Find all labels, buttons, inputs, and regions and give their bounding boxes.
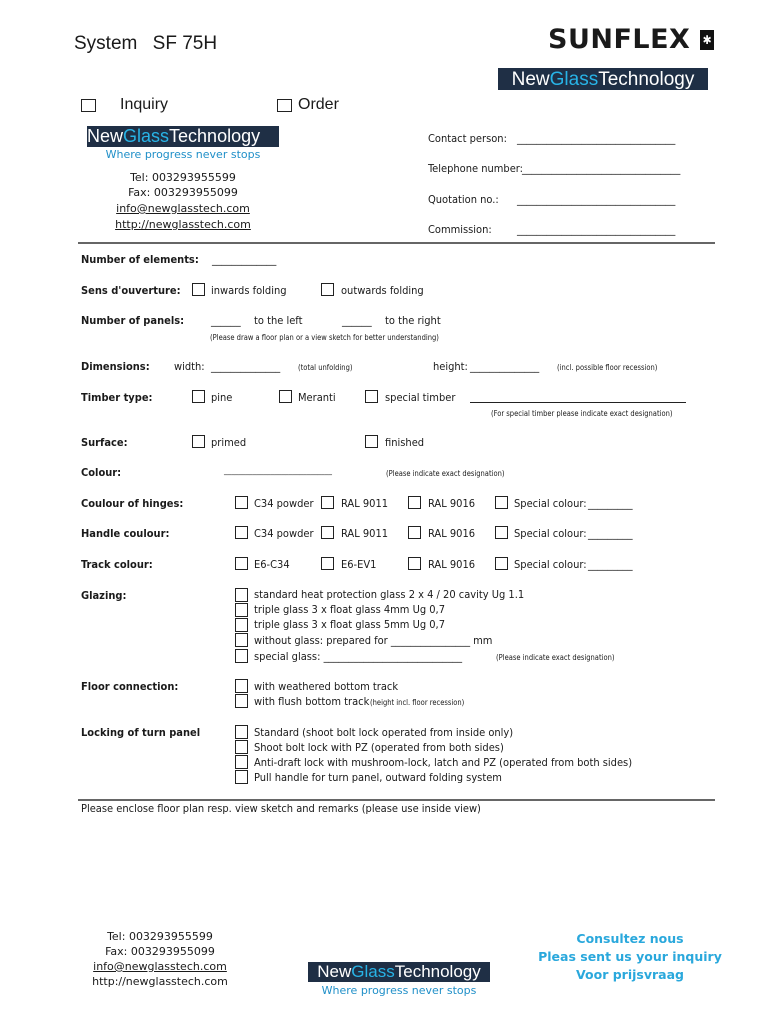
sunflex-logo: SUNFLEX — [548, 24, 691, 55]
glazing-option-label: standard heat protection glass 2 x 4 / 20 cavity Ug 1.1 — [254, 588, 525, 601]
special-timber-label: special timber — [385, 391, 456, 404]
company-email-link[interactable]: info@newglasstech.com — [116, 202, 250, 215]
contact-person-label: Contact person: — [428, 132, 507, 145]
footer-inquiry: Pleas sent us your inquiry — [538, 949, 722, 964]
finished-label: finished — [385, 436, 425, 449]
handle-ral9011-checkbox[interactable] — [321, 526, 334, 539]
outwards-label: outwards folding — [341, 284, 424, 297]
meranti-label: Meranti — [298, 391, 336, 404]
dimensions-label: Dimensions: — [81, 360, 150, 373]
locking-label: Locking of turn panel — [81, 726, 201, 739]
hinges-ral9016-checkbox[interactable] — [408, 496, 421, 509]
glazing-option-label: special glass: ____________________________ — [254, 650, 463, 663]
telephone-field[interactable]: ________________________________ — [522, 162, 681, 175]
footer-consult: Consultez nous — [576, 931, 684, 946]
hinges-c34-label: C34 powder — [254, 497, 314, 510]
colour-note: (Please indicate exact designation) — [386, 469, 505, 478]
handle-special-field[interactable]: _________ — [588, 527, 633, 540]
finished-checkbox[interactable] — [365, 435, 378, 448]
ngt-logo-company: NewGlassTechnology — [87, 126, 279, 147]
handle-ral9011-label: RAL 9011 — [341, 527, 389, 540]
locking-option-label: Anti-draft lock with mushroom-lock, latch and PZ (operated from both sides) — [254, 756, 633, 769]
panels-left-field[interactable]: ______ — [211, 314, 241, 327]
height-label: height: — [433, 360, 468, 373]
locking-option-label: Pull handle for turn panel, outward folding system — [254, 771, 502, 784]
inquiry-label: Inquiry — [120, 96, 169, 113]
handle-label: Handle coulour: — [81, 527, 170, 540]
floor-note: (height incl. floor recession) — [370, 698, 465, 707]
outwards-checkbox[interactable] — [321, 283, 334, 296]
primed-checkbox[interactable] — [192, 435, 205, 448]
order-label: Order — [298, 96, 339, 113]
glazing-option-checkbox[interactable] — [235, 603, 248, 617]
glazing-label: Glazing: — [81, 589, 127, 602]
locking-option-checkbox[interactable] — [235, 755, 248, 769]
footer-fax: Fax: 003293955099 — [105, 945, 215, 958]
hinges-special-checkbox[interactable] — [495, 496, 508, 509]
hinges-c34-checkbox[interactable] — [235, 496, 248, 509]
timber-label: Timber type: — [81, 391, 153, 404]
elements-field[interactable]: _____________ — [212, 253, 277, 266]
inwards-checkbox[interactable] — [192, 283, 205, 296]
company-tagline: Where progress never stops — [105, 148, 261, 161]
locking-option-label: Shoot bolt lock with PZ (operated from both sides) — [254, 741, 504, 754]
contact-person-field[interactable]: ________________________________ — [517, 132, 676, 145]
quotation-field[interactable]: ________________________________ — [517, 193, 676, 206]
width-field[interactable]: ______________ — [211, 360, 281, 373]
track-special-field[interactable]: _________ — [588, 558, 633, 571]
track-label: Track colour: — [81, 558, 153, 571]
track-e6ev1-checkbox[interactable] — [321, 557, 334, 570]
track-special-label: Special colour: — [514, 558, 587, 571]
floor-weathered-checkbox[interactable] — [235, 679, 248, 693]
primed-label: primed — [211, 436, 247, 449]
hinges-ral9011-checkbox[interactable] — [321, 496, 334, 509]
divider-top — [78, 242, 715, 244]
company-web-link[interactable]: http://newglasstech.com — [115, 218, 251, 231]
handle-ral9016-checkbox[interactable] — [408, 526, 421, 539]
sunflex-mark-icon: ✱ — [700, 30, 714, 50]
locking-option-checkbox[interactable] — [235, 770, 248, 784]
floor-flush-label: with flush bottom track — [254, 695, 370, 708]
commission-field[interactable]: ________________________________ — [517, 223, 676, 236]
floor-label: Floor connection: — [81, 680, 179, 693]
glazing-option-checkbox[interactable] — [235, 588, 248, 602]
panels-right-field[interactable]: ______ — [342, 314, 372, 327]
hinges-ral9011-label: RAL 9011 — [341, 497, 389, 510]
panels-left-label: to the left — [254, 314, 303, 327]
opening-label: Sens d'ouverture: — [81, 284, 181, 297]
telephone-label: Telephone number: — [428, 162, 523, 175]
panels-right-label: to the right — [385, 314, 441, 327]
width-label: width: — [174, 360, 205, 373]
timber-note: (For special timber please indicate exact designation) — [491, 409, 673, 418]
ngt-logo-top: NewGlassTechnology — [498, 68, 708, 90]
special-timber-checkbox[interactable] — [365, 390, 378, 403]
colour-label: Colour: — [81, 466, 122, 479]
track-e6c34-checkbox[interactable] — [235, 557, 248, 570]
handle-c34-checkbox[interactable] — [235, 526, 248, 539]
elements-label: Number of elements: — [81, 253, 199, 266]
floor-weathered-label: with weathered bottom track — [254, 680, 399, 693]
track-special-checkbox[interactable] — [495, 557, 508, 570]
footer-email-link[interactable]: info@newglasstech.com — [93, 960, 227, 973]
panels-note: (Please draw a floor plan or a view sketch for better understanding) — [210, 333, 439, 342]
track-ral9016-label: RAL 9016 — [428, 558, 476, 571]
glazing-option-checkbox[interactable] — [235, 633, 248, 647]
height-note: (incl. possible floor recession) — [557, 363, 658, 372]
hinges-special-field[interactable]: _________ — [588, 497, 633, 510]
handle-ral9016-label: RAL 9016 — [428, 527, 476, 540]
handle-c34-label: C34 powder — [254, 527, 314, 540]
locking-option-checkbox[interactable] — [235, 740, 248, 754]
inwards-label: inwards folding — [211, 284, 287, 297]
footer-prijsvraag: Voor prijsvraag — [576, 967, 684, 982]
glazing-option-checkbox[interactable] — [235, 649, 248, 663]
floor-flush-checkbox[interactable] — [235, 694, 248, 708]
panels-label: Number of panels: — [81, 314, 185, 327]
system-label: System — [74, 33, 138, 54]
colour-field[interactable]: ______________________________ — [224, 466, 332, 475]
surface-label: Surface: — [81, 436, 128, 449]
footer-web-link[interactable]: http://newglasstech.com — [92, 975, 228, 988]
hinges-ral9016-label: RAL 9016 — [428, 497, 476, 510]
company-tel: Tel: 003293955599 — [130, 171, 236, 184]
height-field[interactable]: ______________ — [470, 360, 540, 373]
pine-label: pine — [211, 391, 233, 404]
meranti-checkbox[interactable] — [279, 390, 292, 403]
pine-checkbox[interactable] — [192, 390, 205, 403]
enclose-note: Please enclose floor plan resp. view sketch and remarks (please use inside view) — [81, 802, 481, 815]
track-ral9016-checkbox[interactable] — [408, 557, 421, 570]
glazing-option-checkbox[interactable] — [235, 618, 248, 632]
ngt-logo-footer: NewGlassTechnology — [308, 962, 490, 982]
glazing-option-label: without glass: prepared for ________________ mm — [254, 634, 493, 647]
width-note: (total unfolding) — [298, 363, 353, 372]
glazing-option-label: triple glass 3 x float glass 4mm Ug 0,7 — [254, 603, 445, 616]
locking-option-checkbox[interactable] — [235, 725, 248, 739]
hinges-special-label: Special colour: — [514, 497, 587, 510]
glazing-note: (Please indicate exact designation) — [496, 653, 615, 662]
footer-tagline: Where progress never stops — [321, 984, 477, 997]
system-model: SF 75H — [152, 33, 218, 54]
divider-bottom — [78, 799, 715, 801]
hinges-label: Coulour of hinges: — [81, 497, 184, 510]
track-e6c34-label: E6-C34 — [254, 558, 290, 571]
track-e6ev1-label: E6-EV1 — [341, 558, 377, 571]
inquiry-checkbox[interactable] — [81, 99, 96, 112]
glazing-option-label: triple glass 3 x float glass 5mm Ug 0,7 — [254, 618, 445, 631]
quotation-label: Quotation no.: — [428, 193, 499, 206]
handle-special-label: Special colour: — [514, 527, 587, 540]
system-title — [74, 33, 217, 55]
handle-special-checkbox[interactable] — [495, 526, 508, 539]
company-fax: Fax: 003293955099 — [128, 186, 238, 199]
special-timber-field[interactable] — [470, 402, 686, 403]
footer-tel: Tel: 003293955599 — [107, 930, 213, 943]
commission-label: Commission: — [428, 223, 492, 236]
order-checkbox[interactable] — [277, 99, 292, 112]
locking-option-label: Standard (shoot bolt lock operated from inside only) — [254, 726, 514, 739]
